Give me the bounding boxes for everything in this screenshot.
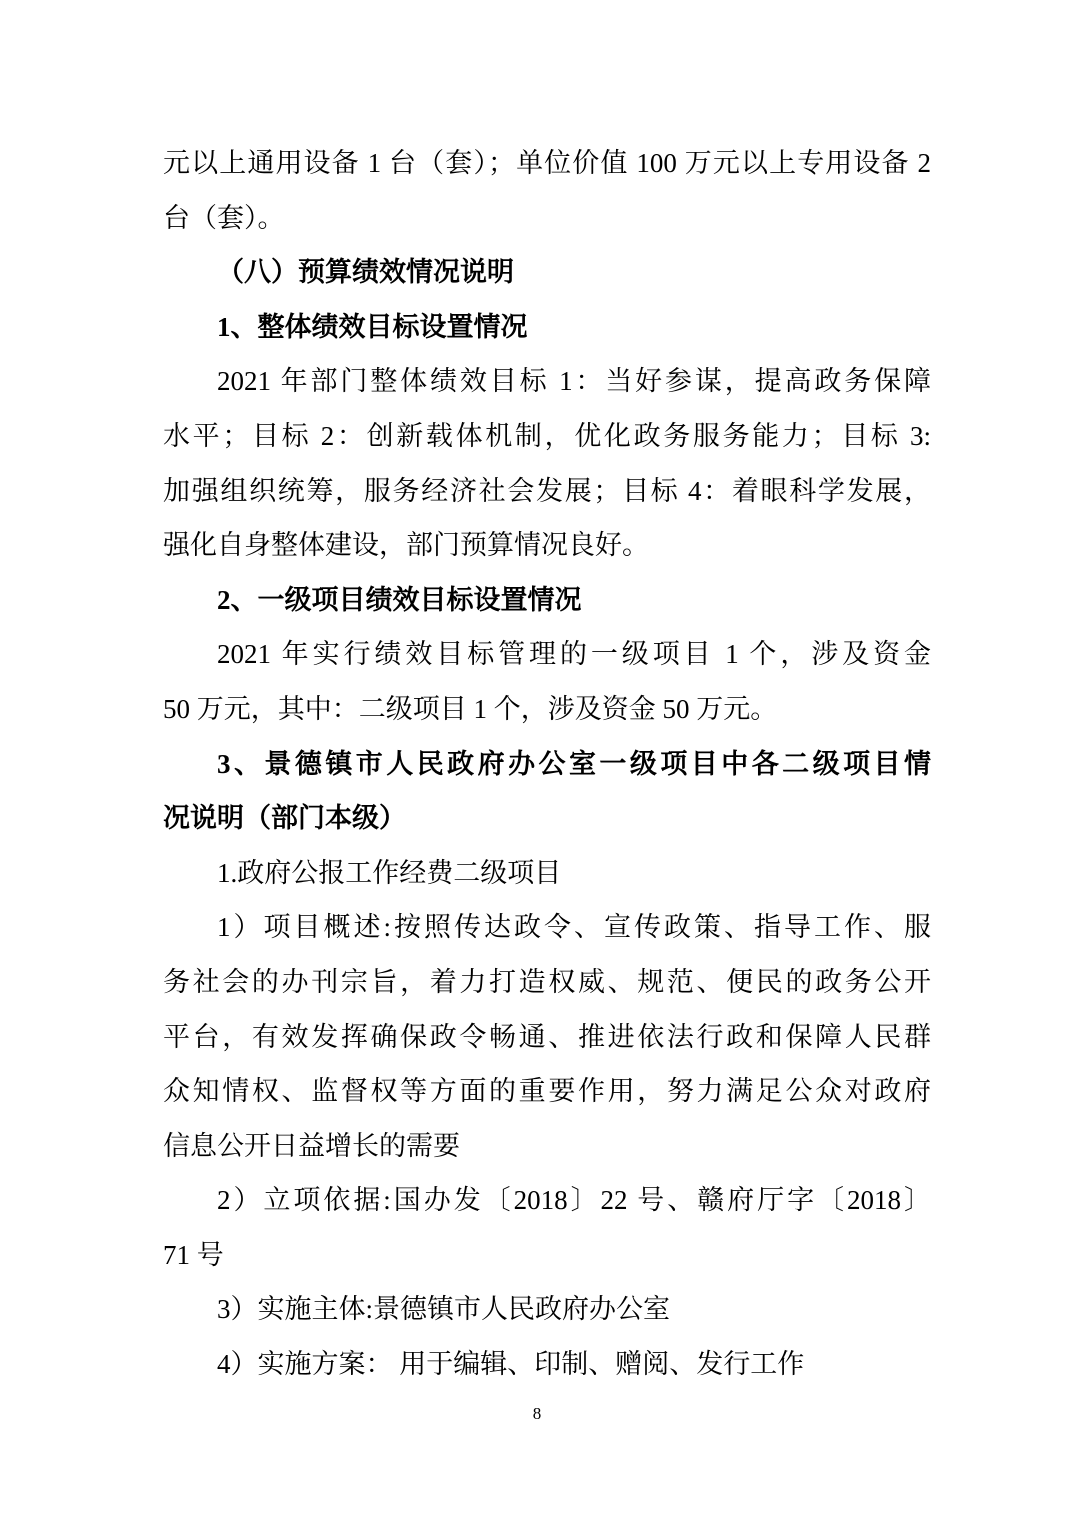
para-implementation-plan bbox=[163, 1337, 931, 1392]
text-line: 1）项目概述:按照传达政令、宣传政策、指导工作、服 bbox=[217, 912, 931, 943]
para-implementing-body bbox=[163, 1282, 931, 1337]
heading-line: 况说明（部门本级） bbox=[163, 803, 406, 834]
heading-line: 2、一级项目绩效目标设置情况 bbox=[217, 584, 582, 615]
text-line: 2021 年部门整体绩效目标 1：当好参谋，提高政务保障 bbox=[217, 366, 931, 397]
page-number: 8 bbox=[532, 1404, 542, 1423]
text-line: 50 万元，其中：二级项目 1 个，涉及资金 50 万元。 bbox=[163, 693, 778, 724]
heading-line: （八）预算绩效情况说明 bbox=[217, 257, 514, 288]
text-line: 2）立项依据:国办发〔2018〕22 号、赣府厅字〔2018〕 bbox=[217, 1185, 931, 1216]
text-line: 71 号 bbox=[163, 1239, 224, 1270]
heading-1-overall-performance-targets bbox=[163, 300, 931, 355]
text-line: 强化自身整体建设，部门预算情况良好。 bbox=[163, 530, 649, 561]
para-project-overview bbox=[163, 900, 931, 1173]
para-level1-project-detail bbox=[163, 627, 931, 736]
text-line: 4）实施方案： 用于编辑、印制、赠阅、发行工作 bbox=[217, 1349, 805, 1380]
text-line: 信息公开日益增长的需要 bbox=[163, 1130, 460, 1161]
text-line: 元以上通用设备 1 台（套）；单位价值 100 万元以上专用设备 2 bbox=[163, 148, 931, 178]
text-line: 务社会的办刊宗旨，着力打造权威、规范、便民的政务公开 bbox=[163, 966, 931, 997]
para-gazette-project-title bbox=[163, 846, 931, 901]
para-project-basis bbox=[163, 1173, 931, 1282]
heading-section-8-budget-performance bbox=[163, 245, 931, 300]
heading-line: 3、景德镇市人民政府办公室一级项目中各二级项目情 bbox=[217, 748, 931, 779]
document-body bbox=[163, 136, 931, 1392]
text-line: 加强组织统筹，服务经济社会发展；目标 4：着眼科学发展， bbox=[163, 475, 931, 506]
text-line: 众知情权、监督权等方面的重要作用，努力满足公众对政府 bbox=[163, 1076, 931, 1107]
text-line: 台（套）。 bbox=[163, 202, 285, 233]
text-line: 2021 年实行绩效目标管理的一级项目 1 个，涉及资金 bbox=[217, 639, 931, 670]
heading-2-level1-project-targets bbox=[163, 573, 931, 628]
heading-line: 1、整体绩效目标设置情况 bbox=[217, 311, 528, 342]
text-line: 水平；目标 2：创新载体机制，优化政务服务能力；目标 3: bbox=[163, 420, 931, 451]
heading-3-level2-projects-explanation bbox=[163, 737, 931, 846]
para-equipment-continuation bbox=[163, 136, 931, 245]
text-line: 3）实施主体:景德镇市人民政府办公室 bbox=[217, 1294, 671, 1325]
text-line: 1.政府公报工作经费二级项目 bbox=[217, 857, 562, 888]
para-overall-performance-targets bbox=[163, 354, 931, 572]
text-line: 平台，有效发挥确保政令畅通、推进依法行政和保障人民群 bbox=[163, 1021, 931, 1052]
